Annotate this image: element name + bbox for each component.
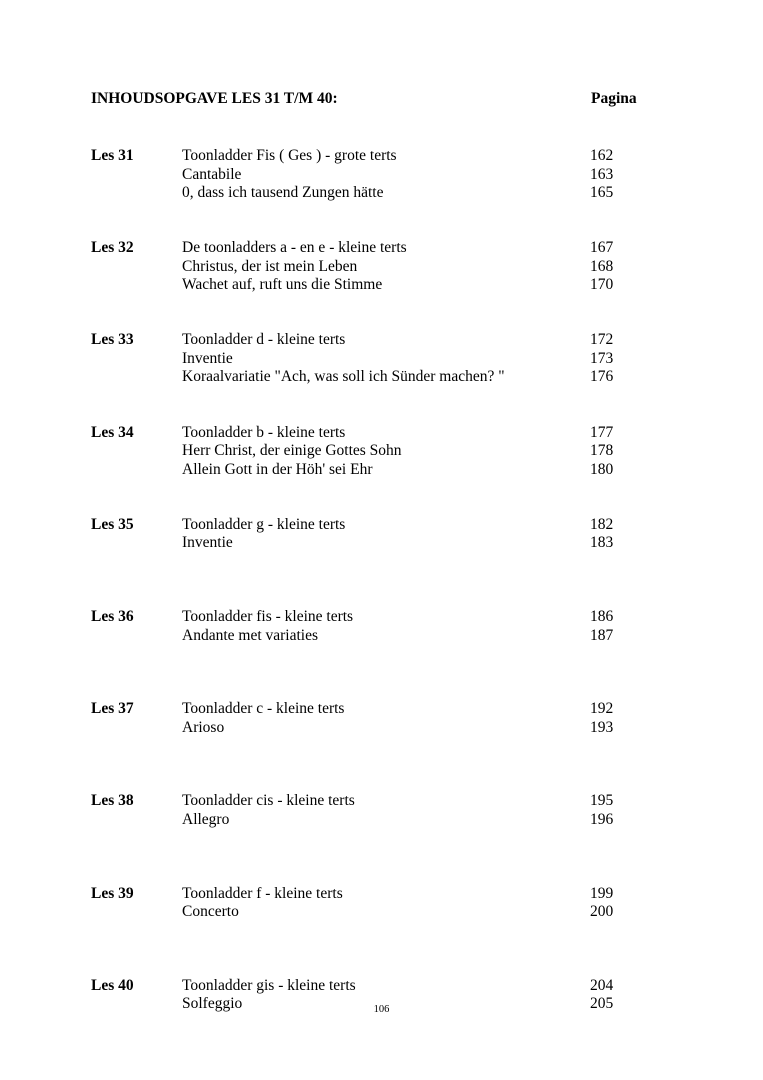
entry-title: Toonladder c - kleine terts — [182, 700, 345, 718]
entry-title: Allein Gott in der Höh' sei Ehr — [182, 460, 373, 478]
entry-title: Toonladder f - kleine terts — [182, 884, 343, 902]
toc-entry — [0, 184, 763, 203]
entry-page-number: 178 — [590, 442, 614, 460]
entry-page-number: 182 — [590, 515, 614, 533]
entry-title: Andante met variaties — [182, 626, 319, 644]
entry-page-number: 163 — [590, 165, 614, 183]
entry-title: Toonladder fis - kleine terts — [182, 608, 354, 625]
toc-entry — [0, 350, 763, 369]
toc-entry — [0, 147, 763, 166]
entry-page-number: 167 — [590, 239, 614, 257]
entry-title: Christus, der ist mein Leben — [182, 257, 358, 275]
lesson-label: Les 33 — [91, 331, 134, 349]
entry-page-number: 170 — [590, 276, 614, 294]
toc-entry — [0, 368, 763, 387]
entry-title: Cantabile — [182, 165, 242, 183]
entry-title: Toonladder cis - kleine terts — [182, 792, 355, 810]
entry-title: Toonladder Fis ( Ges ) - grote terts — [182, 147, 397, 164]
toc-entry — [0, 811, 763, 830]
entry-page-number: 172 — [590, 331, 614, 349]
toc-entry — [0, 977, 763, 996]
entry-page-number: 200 — [590, 903, 614, 921]
toc-entry — [0, 885, 763, 904]
entry-page-number: 192 — [590, 700, 614, 718]
entry-title: Toonladder g - kleine terts — [182, 515, 346, 533]
toc-entry — [0, 258, 763, 277]
entry-page-number: 183 — [590, 534, 614, 552]
lesson-label: Les 38 — [91, 792, 134, 810]
toc-entry — [0, 424, 763, 443]
lesson-label: Les 39 — [91, 884, 134, 902]
entry-title: Toonladder d - kleine terts — [182, 331, 346, 349]
toc-entry — [0, 516, 763, 535]
entry-page-number: 176 — [590, 368, 614, 386]
lesson-label: Les 31 — [91, 147, 134, 164]
toc-entry — [0, 442, 763, 461]
entry-title: Allegro — [182, 810, 230, 828]
entry-page-number: 162 — [590, 147, 614, 164]
toc-entry — [0, 239, 763, 258]
entry-title: Inventie — [182, 349, 233, 367]
entry-title: Solfeggio — [182, 995, 243, 1013]
entry-title: Herr Christ, der einige Gottes Sohn — [182, 442, 402, 460]
toc-entry — [0, 461, 763, 480]
entry-page-number: 177 — [590, 423, 614, 441]
entry-title: Toonladder gis - kleine terts — [182, 976, 356, 994]
entry-title: Wachet auf, ruft uns die Stimme — [182, 276, 383, 294]
lesson-label: Les 36 — [91, 608, 134, 625]
entry-page-number: 193 — [590, 718, 614, 736]
lesson-label: Les 35 — [91, 515, 134, 533]
toc-entry — [0, 700, 763, 719]
entry-page-number: 173 — [590, 349, 614, 367]
entry-title: Inventie — [182, 534, 233, 552]
entry-page-number: 196 — [590, 810, 614, 828]
entry-title: De toonladders a - en e - kleine terts — [182, 239, 407, 257]
toc-entry — [0, 331, 763, 350]
entry-title: Toonladder b - kleine terts — [182, 423, 346, 441]
entry-page-number: 186 — [590, 608, 614, 625]
entry-title: Concerto — [182, 903, 239, 921]
entry-title: Koraalvariatie "Ach, was soll ich Sünder machen? " — [182, 368, 505, 386]
toc-entry — [0, 276, 763, 295]
lesson-label: Les 34 — [91, 423, 134, 441]
lesson-label: Les 37 — [91, 700, 134, 718]
toc-entry — [0, 792, 763, 811]
entry-page-number: 180 — [590, 460, 614, 478]
page-column-heading: Pagina — [591, 90, 637, 107]
toc-entry — [0, 608, 763, 627]
entry-page-number: 165 — [590, 184, 614, 201]
entry-page-number: 205 — [590, 995, 614, 1013]
toc-entry — [0, 719, 763, 738]
toc-title: INHOUDSOPGAVE LES 31 T/M 40: — [91, 90, 338, 107]
entry-page-number: 195 — [590, 792, 614, 810]
toc-entry — [0, 534, 763, 553]
entry-page-number: 204 — [590, 976, 614, 994]
toc-entry — [0, 903, 763, 922]
entry-page-number: 199 — [590, 884, 614, 902]
entry-page-number: 187 — [590, 626, 614, 644]
toc-entry — [0, 166, 763, 185]
entry-title: Arioso — [182, 718, 225, 736]
lesson-label: Les 32 — [91, 239, 134, 257]
entry-title: 0, dass ich tausend Zungen hätte — [182, 184, 384, 201]
entry-page-number: 168 — [590, 257, 614, 275]
toc-entry — [0, 627, 763, 646]
lesson-label: Les 40 — [91, 976, 134, 994]
page-number: 106 — [373, 1004, 390, 1015]
